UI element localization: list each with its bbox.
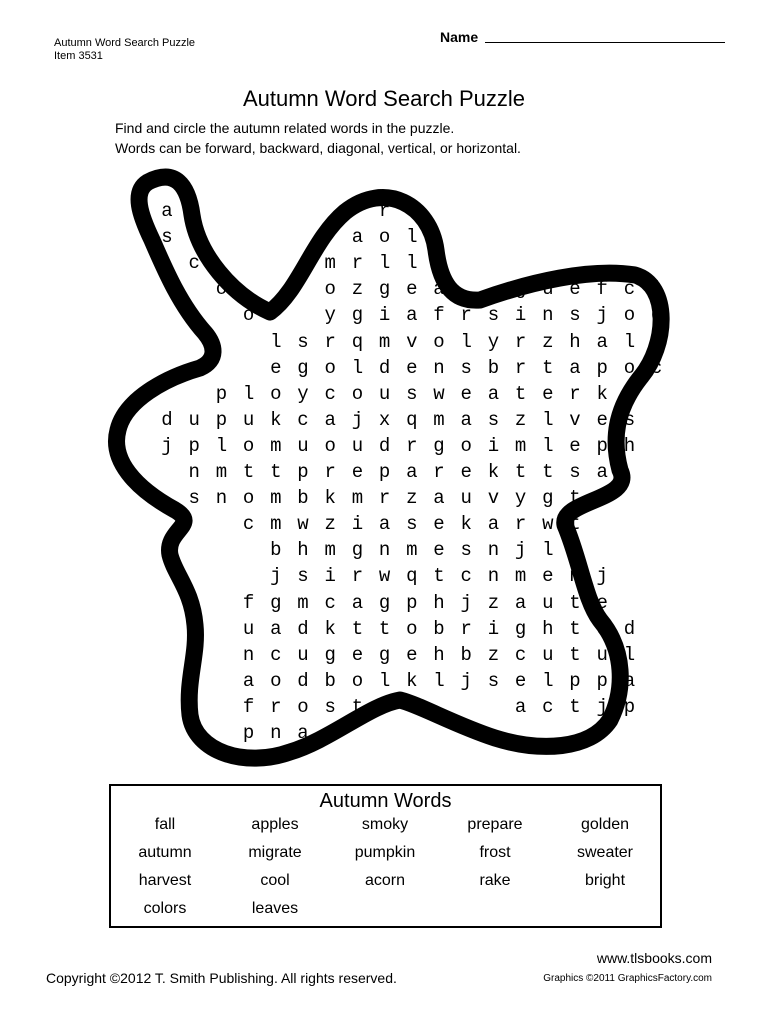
grid-letter: v [487, 487, 500, 510]
grid-letter: n [433, 356, 445, 379]
grid-letter: m [324, 539, 336, 562]
grid-letter: j [270, 565, 282, 588]
grid-letter: f [433, 304, 445, 327]
grid-letter: f [242, 591, 255, 614]
word-list-item: sweater [576, 844, 634, 861]
word-list-item: smoky [361, 816, 409, 833]
grid-letter: r [433, 461, 445, 483]
grid-letter: b [270, 539, 282, 562]
grid-letter: a [406, 304, 418, 327]
grid-letter: d [161, 408, 173, 431]
grid-letter: p [297, 461, 309, 483]
grid-letter: a [596, 461, 608, 483]
grid-letter: g [351, 304, 364, 327]
grid-letter: o [650, 330, 663, 353]
grid-letter: c [270, 643, 282, 666]
grid-letter: t [351, 695, 364, 718]
grid-letter: g [297, 356, 309, 379]
grid-letter: o [406, 617, 418, 640]
grid-letter: s [324, 695, 336, 718]
grid-letter: l [433, 669, 445, 692]
grid-letter: o [351, 669, 364, 692]
grid-letter: h [297, 539, 309, 562]
grid-letter: r [351, 565, 364, 588]
grid-letter: u [542, 591, 554, 614]
page-title: Autumn Word Search Puzzle [242, 86, 526, 111]
grid-letter: e [514, 669, 527, 692]
grid-letter: l [542, 669, 554, 692]
word-list-item: rake [479, 872, 511, 889]
grid-letter: n [569, 565, 581, 588]
grid-letter: o [324, 356, 336, 379]
grid-letter: g [378, 591, 391, 614]
grid-letter: a [324, 408, 336, 431]
grid-letter: b [460, 643, 472, 666]
grid-letter: t [569, 513, 581, 536]
grid-letter: e [460, 382, 472, 405]
grid-letter: s [297, 330, 309, 353]
grid-letter: f [242, 695, 255, 718]
grid-letter: c [542, 695, 554, 718]
header-title: Autumn Word Search Puzzle [54, 37, 196, 49]
grid-letter: r [460, 617, 472, 640]
grid-letter: t [270, 461, 282, 483]
grid-letter: w [297, 513, 309, 536]
grid-letter: e [351, 461, 364, 483]
grid-letter: l [623, 643, 636, 666]
grid-letter: m [324, 252, 336, 275]
grid-letter: h [542, 617, 554, 640]
grid-letter: z [487, 643, 500, 666]
name-label: Name [440, 29, 479, 45]
word-list-item: cool [260, 872, 290, 889]
grid-letter: q [351, 330, 364, 353]
grid-letter: a [406, 461, 418, 483]
grid-letter: l [623, 330, 636, 353]
grid-letter: a [242, 669, 255, 692]
word-list-item: apples [251, 816, 299, 833]
grid-letter: s [460, 539, 472, 562]
grid-letter: o [215, 278, 228, 301]
grid-letter: g [324, 643, 336, 666]
grid-letter: k [270, 408, 282, 431]
grid-letter: e [569, 278, 581, 301]
grid-letter: c [188, 252, 200, 275]
grid-letter: e [596, 591, 608, 614]
grid-letter: e [406, 643, 418, 666]
grid-letter: f [596, 278, 608, 301]
grid-letter: g [270, 591, 282, 614]
grid-letter: g [514, 617, 527, 640]
grid-letter: b [487, 356, 500, 379]
grid-letter: j [351, 408, 364, 431]
word-list-item: prepare [467, 816, 523, 833]
grid-letter: r [460, 304, 472, 327]
grid-letter: s [569, 304, 581, 327]
grid-letter: i [487, 434, 500, 457]
grid-letter: n [542, 304, 554, 327]
grid-letter: l [542, 539, 554, 562]
word-list-item: autumn [138, 844, 192, 861]
grid-letter: o [242, 304, 255, 327]
grid-letter: p [596, 669, 608, 692]
grid-letter: s [460, 356, 472, 379]
grid-letter: p [215, 382, 228, 405]
grid-letter: o [297, 695, 309, 718]
grid-letter: d [650, 304, 663, 327]
grid-letter: a [514, 695, 527, 718]
grid-letter: m [433, 408, 445, 431]
grid-letter: a [433, 278, 445, 301]
grid-letter: u [596, 643, 608, 666]
grid-letter: h [569, 330, 581, 353]
grid-letter: r [324, 330, 336, 353]
grid-letter: a [351, 591, 364, 614]
grid-letter: z [514, 408, 527, 431]
graphics-credit: Graphics ©2011 GraphicsFactory.com [543, 973, 712, 984]
grid-letter: e [406, 356, 418, 379]
grid-letter: l [215, 434, 228, 457]
grid-letter: t [542, 461, 554, 483]
grid-letter: n [487, 539, 500, 562]
grid-letter: t [569, 695, 581, 718]
word-list-item: pumpkin [354, 844, 416, 861]
grid-letter: c [514, 643, 527, 666]
grid-letter: r [378, 487, 391, 510]
grid-letter: l [460, 330, 472, 353]
grid-letter: e [460, 461, 472, 483]
grid-letter: s [569, 461, 581, 483]
copyright-text: Copyright ©2012 T. Smith Publishing. All rights reserved. [46, 970, 397, 986]
grid-letter: a [623, 669, 636, 692]
grid-letter: m [270, 487, 282, 510]
grid-letter: a [514, 591, 527, 614]
grid-letter: o [623, 304, 636, 327]
grid-letter: z [487, 591, 500, 614]
grid-letter: u [297, 434, 309, 457]
grid-letter: y [297, 382, 309, 405]
grid-letter: m [351, 487, 364, 510]
grid-letter: a [596, 330, 608, 353]
grid-letter: x [378, 408, 391, 431]
grid-letter: d [623, 617, 636, 640]
grid-letter: z [406, 487, 418, 510]
grid-letter: z [324, 513, 336, 536]
grid-letter: r [378, 200, 391, 222]
grid-letter: t [569, 617, 581, 640]
grid-letter: g [542, 487, 554, 510]
grid-letter: t [542, 356, 554, 379]
grid-letter: o [623, 356, 636, 379]
grid-letter: n [378, 539, 391, 562]
grid-letter: b [297, 487, 309, 510]
grid-letter: t [433, 565, 445, 588]
grid-letter: k [460, 513, 472, 536]
grid-letter: k [487, 461, 500, 483]
grid-letter: e [542, 565, 554, 588]
grid-letter: t [514, 382, 527, 405]
grid-letter: p [188, 434, 200, 457]
grid-letter: a [487, 382, 500, 405]
grid-letter: a [351, 226, 364, 249]
instruction-line-1: Find and circle the autumn related words in the puzzle. [115, 120, 455, 136]
grid-letter: d [378, 356, 391, 379]
word-list-item: acorn [364, 872, 406, 889]
grid-letter: k [324, 487, 336, 510]
grid-letter: j [596, 565, 608, 588]
grid-letter: e [433, 513, 445, 536]
grid-letter: s [487, 304, 500, 327]
grid-letter: q [596, 617, 608, 640]
grid-letter: t [569, 487, 581, 510]
grid-letter: o [378, 226, 391, 249]
grid-letter: o [324, 278, 336, 301]
grid-letter: g [514, 278, 527, 301]
grid-letter: a [487, 513, 500, 536]
grid-letter: p [406, 591, 418, 614]
grid-letter: a [460, 408, 472, 431]
grid-letter: g [378, 278, 391, 301]
word-list-item: golden [580, 816, 630, 833]
grid-letter: d [297, 617, 309, 640]
grid-letter: d [378, 434, 391, 457]
grid-letter: m [215, 461, 228, 483]
grid-letter: h [433, 591, 445, 614]
grid-letter: p [569, 669, 581, 692]
grid-letter: r [351, 252, 364, 275]
grid-letter: m [270, 513, 282, 536]
grid-letter: t [242, 461, 255, 483]
grid-letter: m [378, 330, 391, 353]
grid-letter: t [569, 591, 581, 614]
grid-letter: l [406, 252, 418, 275]
grid-letter: s [297, 565, 309, 588]
grid-letter: c [324, 591, 336, 614]
grid-letter: a [433, 487, 445, 510]
grid-letter: z [542, 330, 554, 353]
grid-letter: i [378, 304, 391, 327]
grid-letter: e [596, 408, 608, 431]
grid-letter: z [351, 278, 364, 301]
grid-letter: s [406, 513, 418, 536]
grid-letter: p [596, 434, 608, 457]
grid-letter: s [623, 408, 636, 431]
grid-letter: r [514, 330, 527, 353]
grid-letter: w [433, 382, 445, 405]
grid-letter: k [406, 669, 418, 692]
grid-letter: y [487, 330, 500, 353]
grid-letter: u [542, 278, 554, 301]
grid-letter: k [324, 617, 336, 640]
grid-letter: a [297, 722, 309, 744]
grid-letter: s [406, 382, 418, 405]
grid-letter: n [242, 643, 255, 666]
grid-letter: s [188, 487, 200, 510]
grid-letter: r [270, 695, 282, 718]
grid-letter: a [270, 617, 282, 640]
grid-letter: r [623, 382, 636, 405]
grid-letter: a [161, 200, 173, 222]
grid-letter: u [460, 487, 472, 510]
grid-letter: l [351, 356, 364, 379]
grid-letter: c [324, 382, 336, 405]
word-list-item: colors [143, 900, 187, 917]
grid-letter: l [406, 226, 418, 249]
grid-letter: s [161, 226, 173, 249]
grid-letter: a [569, 356, 581, 379]
grid-letter: v [569, 408, 581, 431]
grid-letter: q [406, 565, 418, 588]
grid-letter: p [623, 695, 636, 718]
grid-letter: m [406, 539, 418, 562]
word-list-item: leaves [251, 900, 299, 917]
grid-letter: o [270, 382, 282, 405]
grid-letter: r [569, 382, 581, 405]
grid-letter: o [460, 434, 472, 457]
grid-letter: l [542, 434, 554, 457]
grid-letter: o [569, 539, 581, 562]
grid-letter: r [514, 356, 527, 379]
grid-letter: m [514, 434, 527, 457]
grid-letter: e [351, 643, 364, 666]
grid-letter: j [460, 669, 472, 692]
grid-letter: i [487, 617, 500, 640]
grid-letter: l [242, 382, 255, 405]
grid-letter: n [270, 722, 282, 744]
grid-letter: l [270, 330, 282, 353]
grid-letter: b [433, 617, 445, 640]
grid-letter: u [242, 408, 255, 431]
word-list-item: bright [584, 872, 626, 889]
grid-letter: m [297, 591, 309, 614]
word-list-item: migrate [248, 844, 302, 861]
grid-letter: y [324, 304, 336, 327]
instruction-line-2: Words can be forward, backward, diagonal, vertical, or horizontal. [115, 140, 521, 156]
grid-letter: u [542, 643, 554, 666]
grid-letter: j [161, 434, 173, 457]
grid-letter: n [215, 487, 228, 510]
grid-letter: i [514, 304, 527, 327]
grid-letter: i [324, 565, 336, 588]
word-list-box [109, 784, 662, 928]
grid-letter: o [351, 382, 364, 405]
grid-letter: n [188, 461, 200, 483]
grid-letter: u [351, 434, 364, 457]
grid-letter: j [514, 539, 527, 562]
grid-letter: n [487, 565, 500, 588]
grid-letter: o [433, 330, 445, 353]
grid-letter: r [324, 461, 336, 483]
grid-letter: e [406, 278, 418, 301]
grid-letter: l [378, 252, 391, 275]
grid-letter: h [433, 643, 445, 666]
website-url: www.tlsbooks.com [596, 950, 712, 966]
grid-letter: w [378, 565, 391, 588]
grid-letter: h [623, 434, 636, 457]
grid-letter: o [242, 487, 255, 510]
grid-letter: l [378, 669, 391, 692]
grid-letter: o [324, 434, 336, 457]
grid-letter: u [188, 408, 200, 431]
grid-letter: p [242, 722, 255, 744]
grid-letter: g [433, 434, 445, 457]
header-item-number: Item 3531 [54, 50, 103, 62]
grid-letter: u [378, 382, 391, 405]
grid-letter: v [406, 330, 418, 353]
grid-letter: u [242, 617, 255, 640]
grid-letter: u [297, 643, 309, 666]
grid-letter: r [514, 513, 527, 536]
grid-letter: p [378, 461, 391, 483]
grid-letter: k [596, 382, 608, 405]
grid-letter: m [270, 434, 282, 457]
grid-letter: g [378, 643, 391, 666]
grid-letter: c [297, 408, 309, 431]
grid-letter: w [542, 513, 554, 536]
grid-letter: t [514, 461, 527, 483]
grid-letter: y [514, 487, 527, 510]
grid-letter: s [487, 408, 500, 431]
grid-letter: o [242, 434, 255, 457]
grid-letter: m [514, 565, 527, 588]
grid-letter: l [542, 408, 554, 431]
grid-letter: e [569, 434, 581, 457]
grid-letter: c [460, 565, 472, 588]
grid-letter: i [351, 513, 364, 536]
word-list-item: fall [154, 816, 176, 833]
grid-letter: e [433, 539, 445, 562]
grid-letter: j [460, 591, 472, 614]
grid-letter: l [650, 278, 663, 301]
grid-letter: s [487, 669, 500, 692]
grid-letter: c [650, 356, 663, 379]
grid-letter: j [596, 304, 608, 327]
grid-letter: t [351, 617, 364, 640]
word-list-item: harvest [138, 872, 192, 889]
grid-letter: p [596, 356, 608, 379]
grid-letter: o [270, 669, 282, 692]
grid-letter: c [623, 278, 636, 301]
word-list-title: Autumn Words [319, 790, 452, 812]
grid-letter: g [351, 539, 364, 562]
grid-letter: t [569, 643, 581, 666]
grid-letter: q [406, 408, 418, 431]
grid-letter: e [542, 382, 554, 405]
word-list-item: frost [479, 844, 511, 861]
grid-letter: t [378, 617, 391, 640]
grid-letter: c [242, 513, 255, 536]
grid-letter: a [378, 513, 391, 536]
grid-letter: p [215, 408, 228, 431]
grid-letter: r [406, 434, 418, 457]
grid-letter: j [596, 695, 608, 718]
grid-letter: b [324, 669, 336, 692]
grid-letter: d [297, 669, 309, 692]
grid-letter: e [270, 356, 282, 379]
